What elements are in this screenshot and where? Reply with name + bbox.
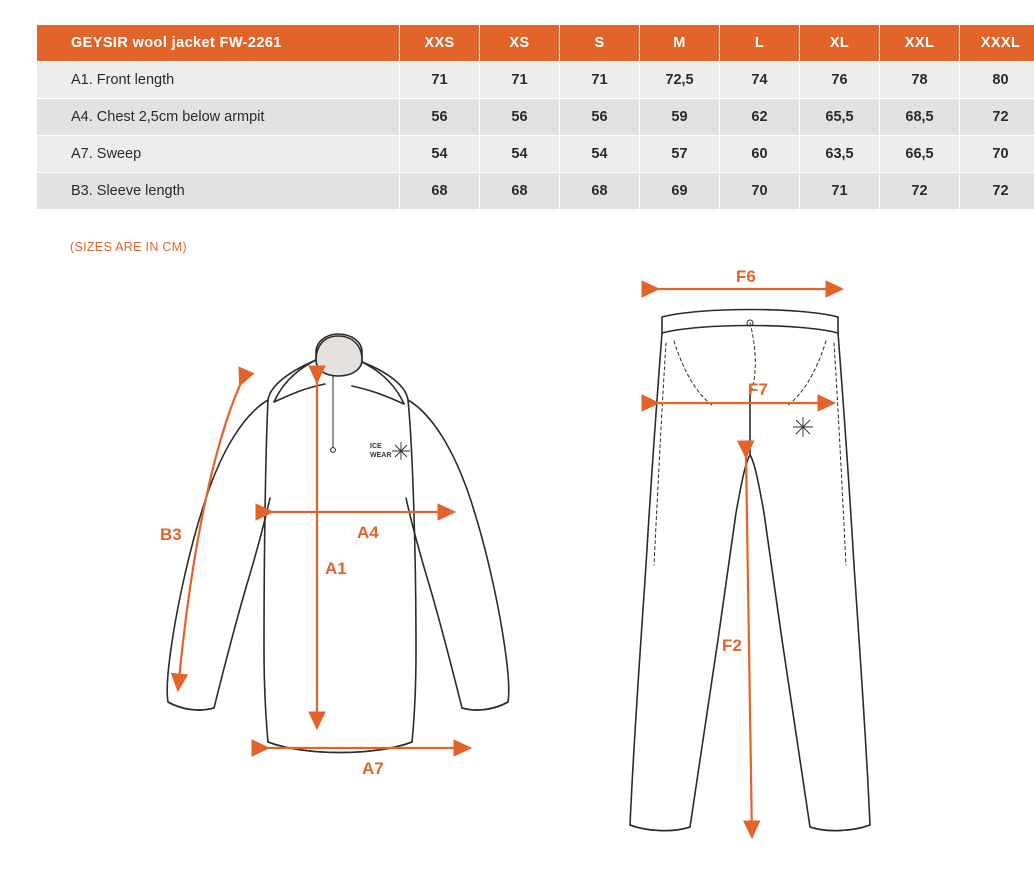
row-label-a7: A7. Sweep xyxy=(37,136,400,173)
table-row xyxy=(37,136,1034,173)
table-row xyxy=(37,99,1034,136)
column-header-xs: XS xyxy=(480,25,560,62)
row-label-b3: B3. Sleeve length xyxy=(37,173,400,210)
cell-a4-xxxl: 72 xyxy=(960,99,1034,136)
cell-a1-xxl: 78 xyxy=(880,62,960,99)
cell-a7-m: 57 xyxy=(640,136,720,173)
column-header-l: L xyxy=(720,25,800,62)
column-header-xxs: XXS xyxy=(400,25,480,62)
jacket-outline xyxy=(167,334,509,753)
dimension-label-f7: F7 xyxy=(748,380,768,399)
cell-a4-l: 62 xyxy=(720,99,800,136)
cell-a1-s: 71 xyxy=(560,62,640,99)
cell-a1-xxxl: 80 xyxy=(960,62,1034,99)
brand-line1: ICE xyxy=(370,443,382,450)
row-label-a4: A4. Chest 2,5cm below armpit xyxy=(37,99,400,136)
cell-a4-xxl: 68,5 xyxy=(880,99,960,136)
column-header-xxxl: XXXL xyxy=(960,25,1034,62)
cell-a1-m: 72,5 xyxy=(640,62,720,99)
cell-a7-xxs: 54 xyxy=(400,136,480,173)
cell-a7-xxl: 66,5 xyxy=(880,136,960,173)
column-header-s: S xyxy=(560,25,640,62)
column-header-m: M xyxy=(640,25,720,62)
brand-line2: WEAR xyxy=(370,452,392,459)
snowflake-icon xyxy=(392,442,410,460)
snowflake-icon xyxy=(793,417,813,437)
cell-b3-xxl: 72 xyxy=(880,173,960,210)
icewear-logo xyxy=(370,442,410,460)
cell-a1-xxs: 71 xyxy=(400,62,480,99)
size-chart-table xyxy=(36,24,1034,210)
cell-b3-xs: 68 xyxy=(480,173,560,210)
cell-a7-l: 60 xyxy=(720,136,800,173)
dimension-label-a7: A7 xyxy=(362,759,384,778)
dimension-label-f2: F2 xyxy=(722,636,742,655)
size-chart-table-body xyxy=(37,62,1034,210)
technical-drawings xyxy=(0,265,1034,875)
cell-a7-xl: 63,5 xyxy=(800,136,880,173)
row-label-a1: A1. Front length xyxy=(37,62,400,99)
cell-a4-xl: 65,5 xyxy=(800,99,880,136)
dimension-label-a1: A1 xyxy=(325,559,347,578)
cell-a4-m: 59 xyxy=(640,99,720,136)
pants-technical-drawing xyxy=(600,265,930,865)
dimension-label-f6: F6 xyxy=(736,267,756,286)
column-header-xl: XL xyxy=(800,25,880,62)
cell-a4-xxs: 56 xyxy=(400,99,480,136)
dimension-label-b3: B3 xyxy=(160,525,182,544)
cell-b3-l: 70 xyxy=(720,173,800,210)
cell-b3-xxs: 68 xyxy=(400,173,480,210)
size-chart-table-head xyxy=(37,25,1034,62)
cell-a1-l: 74 xyxy=(720,62,800,99)
column-header-product: GEYSIR wool jacket FW-2261 xyxy=(37,25,400,62)
column-header-xxl: XXL xyxy=(880,25,960,62)
units-note: (SIZES ARE IN CM) xyxy=(70,240,187,254)
size-chart-table-container xyxy=(36,24,1021,210)
cell-a4-xs: 56 xyxy=(480,99,560,136)
table-row xyxy=(37,62,1034,99)
jacket-technical-drawing xyxy=(120,290,520,820)
cell-a7-s: 54 xyxy=(560,136,640,173)
cell-a7-xs: 54 xyxy=(480,136,560,173)
cell-b3-xl: 71 xyxy=(800,173,880,210)
cell-a1-xl: 76 xyxy=(800,62,880,99)
cell-a7-xxxl: 70 xyxy=(960,136,1034,173)
cell-a4-s: 56 xyxy=(560,99,640,136)
cell-b3-xxxl: 72 xyxy=(960,173,1034,210)
table-row xyxy=(37,173,1034,210)
cell-b3-s: 68 xyxy=(560,173,640,210)
cell-b3-m: 69 xyxy=(640,173,720,210)
cell-a1-xs: 71 xyxy=(480,62,560,99)
table-header-row xyxy=(37,25,1034,62)
dimension-label-a4: A4 xyxy=(357,523,379,542)
dimension-f2-arrow xyxy=(746,457,752,837)
